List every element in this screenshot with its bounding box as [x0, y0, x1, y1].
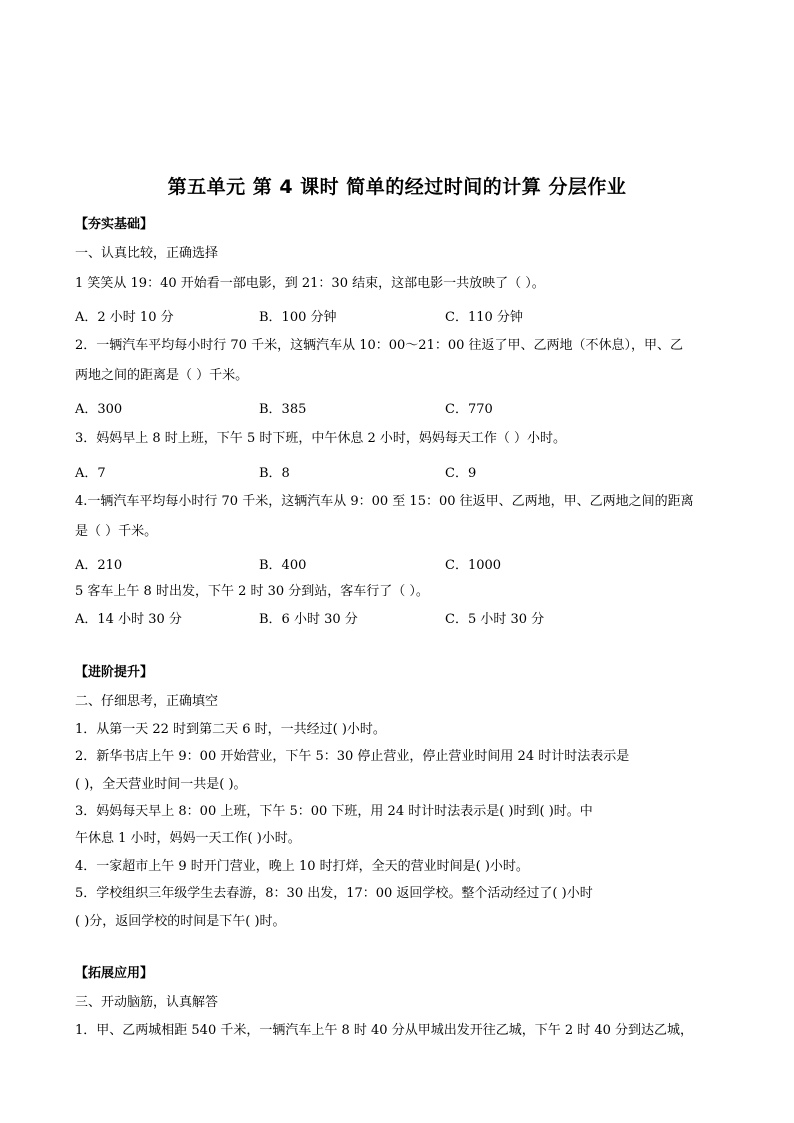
section-heading-basics: 【夯实基础】	[75, 217, 154, 232]
page-title: 第五单元 第 4 课时 简单的经过时间的计算 分层作业	[167, 176, 627, 198]
fill-line: ( )分，返回学校的时间是下午( )时。	[75, 914, 286, 929]
fill-line: 5．学校组织三年级学生去春游，8：30 出发，17：00 返回学校。整个活动经过了( )小时	[75, 886, 593, 901]
q2-option-b: B．385	[259, 402, 307, 417]
q3-option-c: C．9	[445, 466, 477, 481]
question-3: 3．妈妈早上 8 时上班，下午 5 时下班，中午休息 2 小时，妈妈每天工作（ ）小时。	[75, 431, 567, 446]
q1-option-b: B．100 分钟	[259, 310, 337, 325]
q1-option-a: A．2 小时 10 分	[75, 310, 174, 325]
section-heading-advanced: 【进阶提升】	[75, 665, 154, 680]
fill-line: ( )，全天营业时间一共是( )。	[75, 777, 247, 792]
section-instruction-fill: 二、仔细思考，正确填空	[75, 694, 219, 709]
q1-option-c: C．110 分钟	[445, 310, 523, 325]
section-instruction-solve: 三、开动脑筋，认真解答	[75, 995, 219, 1010]
fill-line: 2．新华书店上午 9：00 开始营业，下午 5：30 停止营业，停止营业时间用 24 时计时法表示是	[75, 749, 630, 764]
q5-option-a: A．14 小时 30 分	[75, 612, 182, 627]
question-2-line-2: 两地之间的距离是（ ）千米。	[75, 368, 249, 383]
q2-option-c: C．770	[445, 402, 493, 417]
question-2-line-1: 2．一辆汽车平均每小时行 70 千米，这辆汽车从 10：00～21：00 往返了甲、乙两地（不休息），甲、乙	[75, 338, 684, 353]
fill-line: 午休息 1 小时，妈妈一天工作( )小时。	[75, 831, 301, 846]
section-heading-extension: 【拓展应用】	[75, 966, 154, 981]
q5-option-c: C．5 小时 30 分	[445, 612, 545, 627]
q3-option-a: A．7	[75, 466, 106, 481]
problem-1: 1．甲、乙两城相距 540 千米，一辆汽车上午 8 时 40 分从甲城出发开往乙城，下午 2 时 40 分到达乙城，	[75, 1023, 694, 1038]
fill-line: 1．从第一天 22 时到第二天 6 时，一共经过( )小时。	[75, 722, 386, 737]
question-1: 1 笑笑从 19：40 开始看一部电影，到 21：30 结束，这部电影一共放映了（ ）。	[75, 276, 545, 291]
q5-option-b: B．6 小时 30 分	[259, 612, 358, 627]
q3-option-b: B．8	[259, 466, 290, 481]
q4-option-b: B．400	[259, 558, 307, 573]
q2-option-a: A．300	[75, 402, 123, 417]
q4-option-a: A．210	[75, 558, 123, 573]
question-5: 5 客车上午 8 时出发，下午 2 时 30 分到站，客车行了（ ）。	[75, 584, 429, 599]
fill-line: 3．妈妈每天早上 8：00 上班，下午 5：00 下班，用 24 时计时法表示是( )时到( )时。中	[75, 804, 593, 819]
fill-line: 4．一家超市上午 9 时开门营业，晚上 10 时打烊，全天的营业时间是( )小时。	[75, 859, 529, 874]
question-4-line-2: 是（ ）千米。	[75, 524, 158, 539]
q4-option-c: C．1000	[445, 558, 502, 573]
section-instruction-choice: 一、认真比较，正确选择	[75, 246, 219, 261]
question-4-line-1: 4.一辆汽车平均每小时行 70 千米，这辆汽车从 9：00 至 15：00 往返甲、乙两地，甲、乙两地之间的距离	[75, 494, 694, 509]
